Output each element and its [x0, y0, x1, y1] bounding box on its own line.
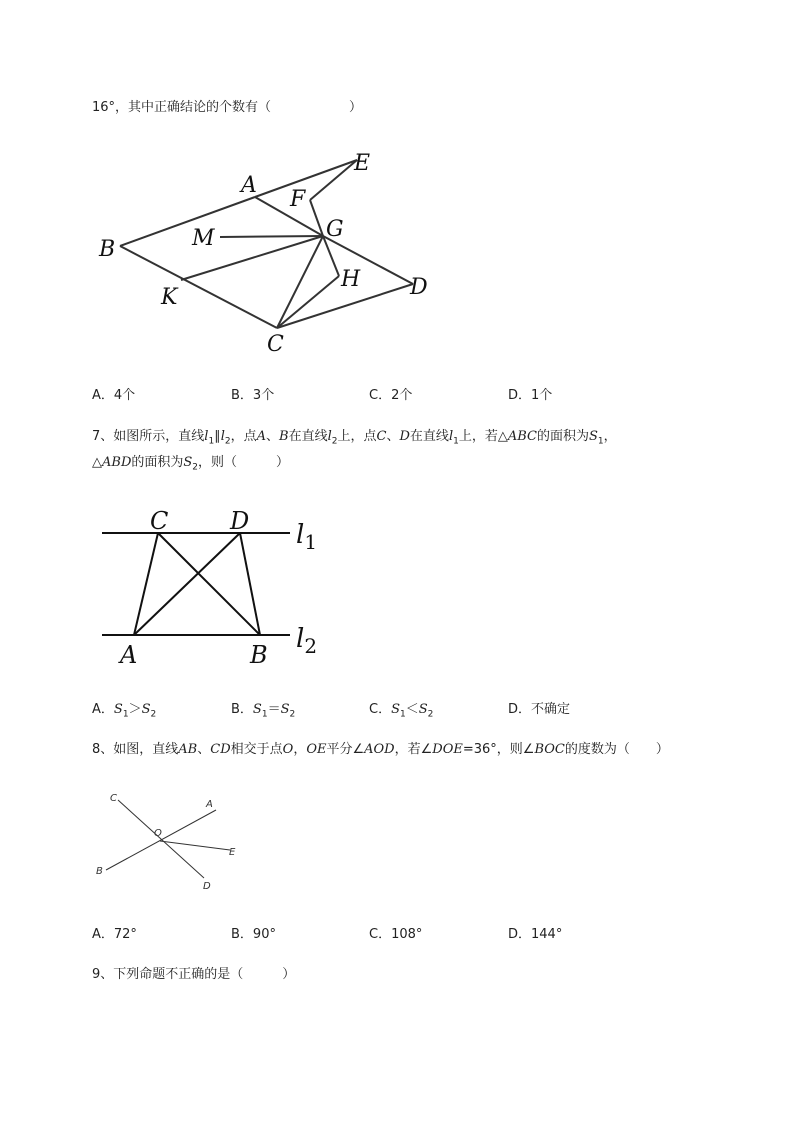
q6-seg-CG — [277, 236, 323, 328]
q6-label-D: D — [410, 275, 428, 300]
q6-seg-AE — [255, 160, 357, 197]
q8-line-AB — [106, 810, 216, 870]
q7-stem-line1: 7、如图所示，直线$l_1\parallel l_2$，点A、B在直线$l_2$上，点C、D在直线$l_1$上，若△ABC的面积为$S_1$， — [92, 429, 617, 447]
q7-label-D: D — [230, 507, 250, 535]
q7-seg-DB — [240, 533, 260, 635]
q9-stem: 9、下列命题不正确的是（ ） — [92, 967, 296, 982]
q7-seg-CA — [134, 533, 158, 635]
q7-figure — [98, 503, 338, 673]
q8-option-d: D．144° — [508, 927, 563, 942]
q6-option-b: B．3个 — [231, 388, 275, 403]
q7-option-d: D．不确定 — [508, 702, 571, 717]
q8-figure — [92, 788, 252, 898]
q6-label-K: K — [161, 285, 178, 310]
q6-seg-GH — [323, 236, 339, 276]
q6-label-C: C — [267, 332, 284, 357]
q6-stem-tail: 16°，其中正确结论的个数有（ ） — [92, 100, 363, 115]
q7-option-b: B．$S_1=S_2$ — [231, 702, 296, 720]
q6-seg-MG — [220, 236, 323, 237]
q6-label-A: A — [241, 173, 257, 198]
q7-stem-line2: △ABD的面积为$S_2$，则（ ） — [92, 455, 290, 473]
q6-seg-EF — [310, 160, 357, 200]
q8-label-E: E — [229, 847, 236, 858]
q7-label-A: A — [120, 641, 138, 669]
q8-option-b: B．90° — [231, 927, 276, 942]
q6-label-E: E — [354, 151, 371, 176]
q8-label-A: A — [206, 799, 213, 810]
q6-label-B: B — [99, 237, 116, 262]
q6-option-d: D．1个 — [508, 388, 553, 403]
q7-seg-DA — [134, 533, 240, 635]
q8-label-O: O — [154, 828, 162, 839]
q6-option-c: C．2个 — [369, 388, 413, 403]
q6-label-H: H — [341, 267, 361, 292]
q6-option-a: A．4个 — [92, 388, 136, 403]
q8-option-c: C．108° — [369, 927, 423, 942]
q8-label-C: C — [110, 793, 117, 804]
q7-option-a: A．$S_1>S_2$ — [92, 702, 157, 720]
q8-label-D: D — [203, 881, 211, 892]
q8-label-B: B — [96, 866, 103, 877]
q8-option-a: A．72° — [92, 927, 137, 942]
q8-line-CD — [118, 800, 204, 878]
q6-seg-AG — [255, 197, 323, 236]
q8-stem: 8、如图，直线AB、CD相交于点O，OE平分∠AOD，若∠DOE=36°，则∠BOC的度数为（ ） — [92, 742, 669, 757]
q6-seg-BA — [120, 197, 255, 246]
q6-label-F: F — [290, 187, 306, 212]
q7-label-l1: $l_1$ — [296, 520, 318, 554]
q6-label-G: G — [326, 217, 344, 242]
q7-seg-CB — [158, 533, 260, 635]
q6-label-M: M — [192, 226, 215, 251]
q7-label-B: B — [250, 641, 268, 669]
q7-label-l2: $l_2$ — [296, 624, 318, 658]
q7-label-C: C — [150, 507, 169, 535]
q6-seg-HC — [277, 276, 339, 328]
q7-option-c: C．$S_1<S_2$ — [369, 702, 434, 720]
q8-ray-OE — [160, 841, 230, 850]
q6-figure — [95, 150, 435, 360]
